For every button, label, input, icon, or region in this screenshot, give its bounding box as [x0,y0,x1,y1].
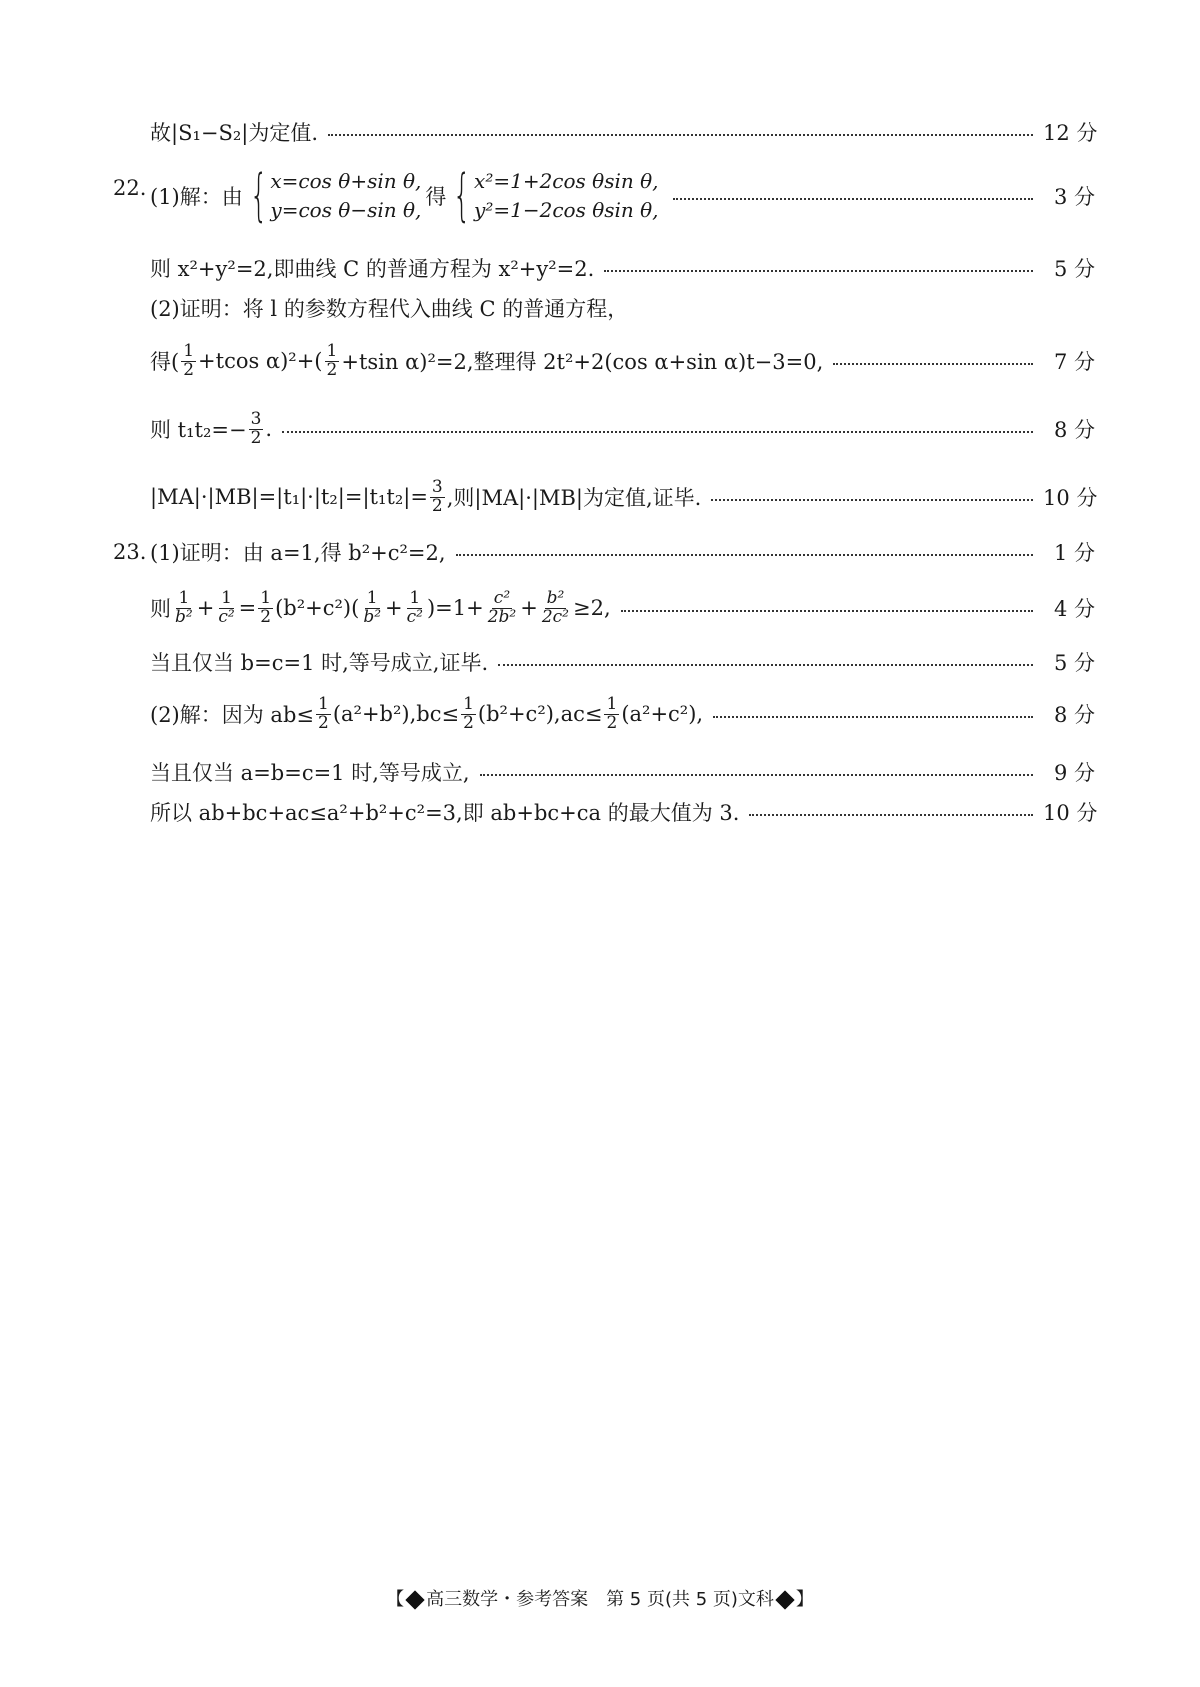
leader-dots [673,198,1033,200]
answer-line [150,472,1098,522]
fraction: $\frac{1}{2}$ [606,693,618,733]
answer-text: +tcos α)²+( [198,349,323,373]
score-label: 8 分 [1053,703,1095,727]
fraction: $\frac{\text{b²}}{\text{2c²}}$ [541,587,569,627]
answer-line [150,532,1095,572]
answer-text: ,则|MA|·|MB|为定值,证毕. [446,486,702,510]
fraction: $\frac{\text{c²}}{\text{2b²}}$ [487,587,517,627]
leader-dots [749,814,1033,816]
score-label: 7 分 [1053,350,1095,374]
answer-text: . [265,417,273,441]
leader-dots [328,134,1033,136]
leader-dots [282,431,1033,433]
score-label: 5 分 [1053,651,1095,675]
diamond-icon [406,1590,425,1609]
answer-text: (2)证明：将 l 的参数方程代入曲线 C 的普通方程， [150,297,629,321]
answer-line [150,642,1095,682]
leader-dots [498,664,1033,666]
answer-text: 所以 ab+bc+ac≤a²+b²+c²=3,即 ab+bc+ca 的最大值为 3. [150,801,740,825]
fraction: $\frac{1}{\text{c²}}$ [406,587,423,627]
equation-system [450,163,659,228]
answer-text: 当且仅当 b=c=1 时,等号成立,证毕. [150,651,489,675]
question-number: 23. [113,540,147,564]
equation-row: x=cos θ+sin θ, [270,169,422,193]
leader-dots [833,363,1033,365]
answer-text: 则 t₁t₂=− [150,418,247,442]
leader-dots [480,774,1033,776]
fraction: $\frac{1}{2}$ [183,340,195,380]
score-label: 5 分 [1053,257,1095,281]
answer-line: 则 $\frac{1}{\text{b²}}$ + $\frac{1}{\text{c²}}$ = $\frac{1}{2}$ (b²+c²)( $\frac{1}{\text{b²}}$ + $\frac{1}{\text{c²}}$ )=1+ $\frac{\text{c²}}{\text{2b²}}$ + $\frac{\text{b²}}{\text{2c²}}$ ≥2, 4 分 [150,587,1095,627]
score-label: 12 分 [1043,121,1098,145]
brace-icon: { [453,163,472,228]
leader-dots [713,716,1033,718]
answer-line [150,404,1095,454]
score-label: 3 分 [1053,185,1095,209]
fraction: $\frac{1}{\text{c²}}$ [218,587,235,627]
leader-dots [604,270,1033,272]
answer-text: 得 [425,185,447,209]
answer-line [150,160,1095,232]
answer-line [150,288,1095,328]
answer-text: 故|S₁−S₂|为定值. [150,121,319,145]
fraction: $\frac{1}{\text{b²}}$ [175,587,193,627]
answer-text: +tsin α)²=2,整理得 2t²+2(cos α+sin α)t−3=0, [341,350,824,374]
answer-text: |MA|·|MB|=|t₁|·|t₂|=|t₁t₂|= [150,485,428,509]
fraction: $\frac{1}{\text{b²}}$ [363,587,382,627]
score-label: 10 分 [1043,486,1098,510]
fraction: $\frac{1}{2}$ [463,693,474,733]
answer-line [150,112,1098,152]
answer-text: 当且仅当 a=b=c=1 时,等号成立, [150,761,470,785]
answer-line: (2)解：因为 ab≤ $\frac{1}{2}$ (a²+b²),bc≤ $\frac{1}{2}$ (b²+c²),ac≤ $\frac{1}{2}$ (a²+c²), 8 分 [150,693,1095,733]
footer-text: 高三数学・参考答案 第 5 页(共 5 页)文科 [426,1589,774,1610]
answer-text: 得( [150,350,180,374]
score-label: 4 分 [1053,597,1095,621]
fraction: $\frac{3}{2}$ [431,476,443,516]
answer-text: (1)解：由 [150,185,243,209]
answer-text: (1)证明：由 a=1,得 b²+c²=2, [150,541,446,565]
equation-system [247,163,422,228]
question-number: 22. [113,176,147,200]
fraction: $\frac{1}{2}$ [260,587,272,627]
equation-row: y=cos θ−sin θ, [270,198,422,222]
answer-line [150,752,1095,792]
equation-row: y²=1−2cos θsin θ, [474,198,659,222]
leader-dots [456,554,1033,556]
score-label: 1 分 [1053,541,1095,565]
answer-line [150,336,1095,386]
page-footer: 【 高三数学・参考答案 第 5 页(共 5 页)文科 】 [386,1589,814,1610]
answer-line [150,792,1098,832]
fraction: $\frac{1}{2}$ [326,340,338,380]
leader-dots [711,499,1033,501]
fraction: $\frac{3}{2}$ [250,408,262,448]
score-label: 10 分 [1043,801,1098,825]
score-label: 9 分 [1053,761,1095,785]
diamond-icon [775,1590,794,1609]
answer-line [150,248,1095,288]
answer-text: (2)解：因为 ab≤ [150,703,314,727]
score-label: 8 分 [1053,418,1095,442]
equation-row: x²=1+2cos θsin θ, [474,169,659,193]
brace-icon: { [249,163,268,228]
answer-text: 则 [150,597,171,621]
answer-text: 则 x²+y²=2,即曲线 C 的普通方程为 x²+y²=2. [150,257,595,281]
leader-dots [621,610,1033,612]
fraction: $\frac{1}{2}$ [317,693,329,733]
